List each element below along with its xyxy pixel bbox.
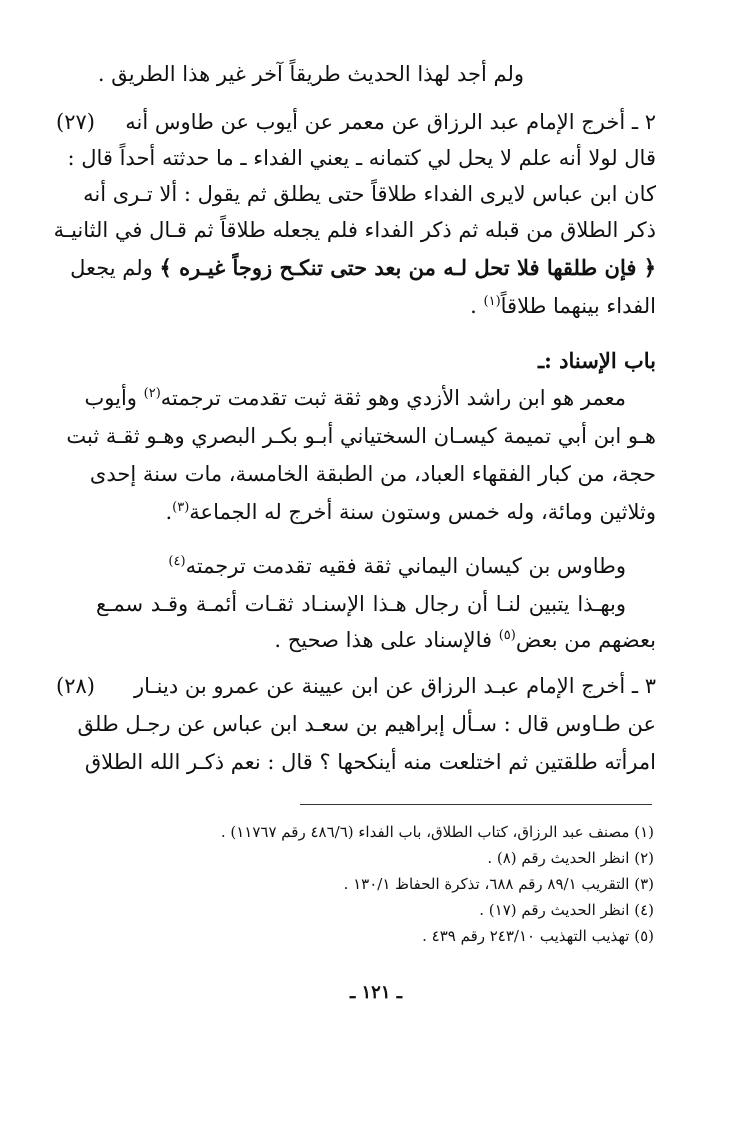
isnad-line-1 xyxy=(84,380,626,416)
quran-verse: ﴿ فإن طلقها فلا تحل لـه من بعد حتى تنكـح زوجاً غيـره ﴾ xyxy=(159,255,656,280)
hadith27-line-3: كان ابن عباس لايرى الفداء طلاقاً حتى يطلق ثم يقول : ألا تـرى أنه xyxy=(83,182,656,206)
isnad-line-1-end: وأيوب xyxy=(84,386,137,410)
hadith-number-28: (٢٨) xyxy=(56,674,95,698)
isnad-line-5 xyxy=(96,548,626,584)
footnote-separator xyxy=(300,804,652,805)
hadith28-line-1: ٣ ـ أخرج الإمام عبـد الرزاق عن ابن عيينة عن عمرو بن دينـار xyxy=(133,674,656,698)
footnote-1: (١) مصنف عبد الرزاق، كتاب الطلاق، باب الفداء (٤٨٦/٦ رقم ١١٧٦٧) . xyxy=(220,823,654,841)
hadith27-line-1: ٢ ـ أخرج الإمام عبد الرزاق عن معمر عن أيوب عن طاوس أنه xyxy=(125,110,656,134)
hadith27-last-text: الفداء بينهما طلاقاً xyxy=(500,294,656,318)
isnad-line-7 xyxy=(96,622,656,658)
quran-tail: ولم يجعل xyxy=(70,256,153,280)
isnad-line-2: هـو ابن أبي تميمة كيسـان السختياني أبـو بكـر البصري وهـو ثقـة ثبت xyxy=(66,424,656,448)
footnote-5: (٥) تهذيب التهذيب ٢٤٣/١٠ رقم ٤٣٩ . xyxy=(422,927,654,945)
footnote-2: (٢) انظر الحديث رقم (٨) . xyxy=(487,849,654,867)
isnad-line-7-end: فالإسناد على هذا صحيح . xyxy=(274,628,493,652)
hadith-number-27: (٢٧) xyxy=(56,110,95,134)
hadith28-line-2: عن طـاوس قال : سـأل إبراهيم بن سعـد ابن عباس عن رجـل طلق xyxy=(77,712,656,736)
hadith27-line-6 xyxy=(96,288,656,324)
hadith28-line-3: امرأته طلقتين ثم اختلعت منه أينكحها ؟ قال : نعم ذكـر الله الطلاق xyxy=(84,750,656,774)
footnote-ref-3: (٣) xyxy=(172,500,190,515)
footnote-ref-2: (٢) xyxy=(143,386,161,401)
section-heading-isnad: باب الإسناد :ـ xyxy=(537,348,656,373)
hadith27-line-4: ذكر الطلاق من قبله ثم ذكر الفداء فلم يجعله طلاقاً ثم قـال في الثانيـة xyxy=(53,218,656,242)
isnad-line-5-text: وطاوس بن كيسان اليماني ثقة فقيه تقدمت ترجمته xyxy=(185,554,626,578)
footnote-3: (٣) التقريب ٨٩/١ رقم ٦٨٨، تذكرة الحفاظ ١٣٠/١ . xyxy=(343,875,654,893)
isnad-line-7-text: بعضهم من بعض xyxy=(515,628,656,652)
isnad-line-1-text: معمر هو ابن راشد الأزدي وهو ثقة ثبت تقدمت ترجمته xyxy=(160,386,626,410)
intro-line: ولم أجد لهذا الحديث طريقاً آخر غير هذا الطريق . xyxy=(97,62,524,86)
page-number: ـ ١٢١ ـ xyxy=(349,982,403,1003)
isnad-line-4 xyxy=(96,494,656,530)
isnad-line-6: وبهـذا يتبين لنـا أن رجال هـذا الإسنـاد ثقـات أئمـة وقـد سمـع xyxy=(96,592,626,616)
footnote-ref-4: (٤) xyxy=(168,554,186,569)
footnote-ref-1: (١) xyxy=(483,294,501,309)
isnad-line-4-text: وثلاثين ومائة، وله خمس وستون سنة أخرج له الجماعة xyxy=(189,500,656,524)
hadith27-last-end: . xyxy=(470,294,477,318)
hadith27-line-5 xyxy=(70,250,656,286)
hadith27-line-2: قال لولا أنه علم لا يحل لي كتمانه ـ يعني الفداء ـ ما حدثته أحداً قال : xyxy=(67,146,656,170)
footnote-4: (٤) انظر الحديث رقم (١٧) . xyxy=(479,901,654,919)
isnad-line-3: حجة، من كبار الفقهاء العباد، من الطبقة الخامسة، مات سنة إحدى xyxy=(89,462,656,486)
footnote-ref-5: (٥) xyxy=(498,628,516,643)
isnad-line-4-end: . xyxy=(165,500,173,524)
